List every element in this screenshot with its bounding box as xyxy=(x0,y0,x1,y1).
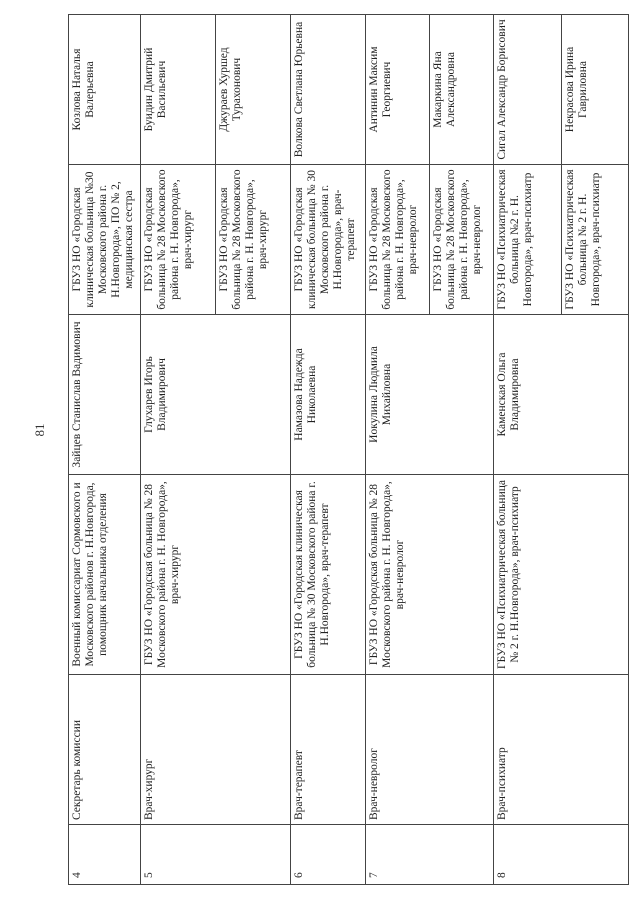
role-cell: Врач-хирург xyxy=(141,675,291,825)
org-main-cell: ГБУЗ НО «Психиатрическая больница № 2 г. Н.Новгорода», врач-психиатр xyxy=(494,475,629,675)
person-main-cell: Зайцев Станислав Вадимович xyxy=(69,315,141,475)
sub-org: ГБУЗ НО «Городская больница № 28 Московского района г. Н. Новгорода», врач-хирург xyxy=(141,164,215,314)
role-cell: Врач-терапевт xyxy=(291,675,366,825)
substitutes-cell xyxy=(69,15,141,315)
table-row xyxy=(291,15,366,885)
person-main-cell: Каменская Ольга Владимировна xyxy=(494,315,629,475)
substitutes-cell xyxy=(366,15,494,315)
sub-org: ГБУЗ НО «Городская клиническая больница № 30 Московского района г. Н.Новгорода», врач-терапевт xyxy=(291,164,365,314)
sub-person: Джураев Хуршед Турахонович xyxy=(218,47,243,132)
row-number: 4 xyxy=(69,825,141,885)
org-main-cell: ГБУЗ НО «Городская больница № 28 Московского района г. Н. Новгорода», врач-хирург xyxy=(141,475,291,675)
substitutes-cell xyxy=(291,15,366,315)
org-main-cell: ГБУЗ НО «Городская клиническая больница № 30 Московского района г. Н.Новгорода», врач-терапевт xyxy=(291,475,366,675)
row-number: 7 xyxy=(366,825,494,885)
row-number: 5 xyxy=(141,825,291,885)
table-row xyxy=(366,15,494,885)
substitutes-cell xyxy=(141,15,291,315)
sub-org: ГБУЗ НО «Психиатрическая больница № 2 г. Н. Новгорода», врач-психиатр xyxy=(562,164,629,314)
table-row xyxy=(494,15,629,885)
table-row xyxy=(69,15,141,885)
sub-person: Некрасова Ирина Гавриловна xyxy=(563,46,589,133)
table-row xyxy=(141,15,291,885)
rotated-table-container xyxy=(32,15,628,885)
row-number: 8 xyxy=(494,825,629,885)
org-main-cell: ГБУЗ НО «Городская больница № 28 Московского района г. Н. Новгорода», врач-невролог xyxy=(366,475,494,675)
sub-person: Волкова Светлана Юрьевна xyxy=(293,21,305,158)
sub-org: ГБУЗ НО «Городская больница № 28 Московского района г. Н. Новгорода», врач-невролог xyxy=(366,164,429,314)
person-main-cell: Глухарев Игорь Владимирович xyxy=(141,315,291,475)
commission-table xyxy=(68,14,629,885)
sub-org: ГБУЗ НО «Городская клиническая больница №30 Московского района г. Н.Новгорода», ПО № 2, медицинская сестра xyxy=(69,164,140,314)
sub-person: Козлова Наталья Валерьевна xyxy=(71,48,96,131)
person-main-cell: Иокулина Людмила Михайловна xyxy=(366,315,494,475)
person-main-cell: Намазова Надежда Николаевна xyxy=(291,315,366,475)
sub-org: ГБУЗ НО «Городская больница № 28 Московского района г. Н. Новгорода», врач-невролог xyxy=(430,164,493,314)
sub-person: Макаркина Яна Александровна xyxy=(432,51,457,128)
row-number: 6 xyxy=(291,825,366,885)
sub-org: ГБУЗ НО «Городская больница № 28 Московского района г. Н. Новгорода», врач-хирург xyxy=(216,164,290,314)
sub-person: Антинин Максим Георгиевич xyxy=(368,46,393,133)
role-cell: Секретарь комиссии xyxy=(69,675,141,825)
role-cell: Врач-психиатр xyxy=(494,675,629,825)
substitutes-cell xyxy=(494,15,629,315)
role-cell: Врач-невролог xyxy=(366,675,494,825)
page-number: 81 xyxy=(32,423,47,437)
sub-person: Буидин Дмитрий Васильевич xyxy=(143,47,168,132)
sub-person: Сигал Александр Борисович xyxy=(496,19,508,160)
sub-org: ГБУЗ НО «Психиатрическая больница №2 г. Н. Новгорода», врач-психиатр xyxy=(494,164,561,314)
org-main-cell: Военный комиссариат Сормовского и Московского районов г. Н.Новгорода, помощник начальника отделения xyxy=(69,475,141,675)
